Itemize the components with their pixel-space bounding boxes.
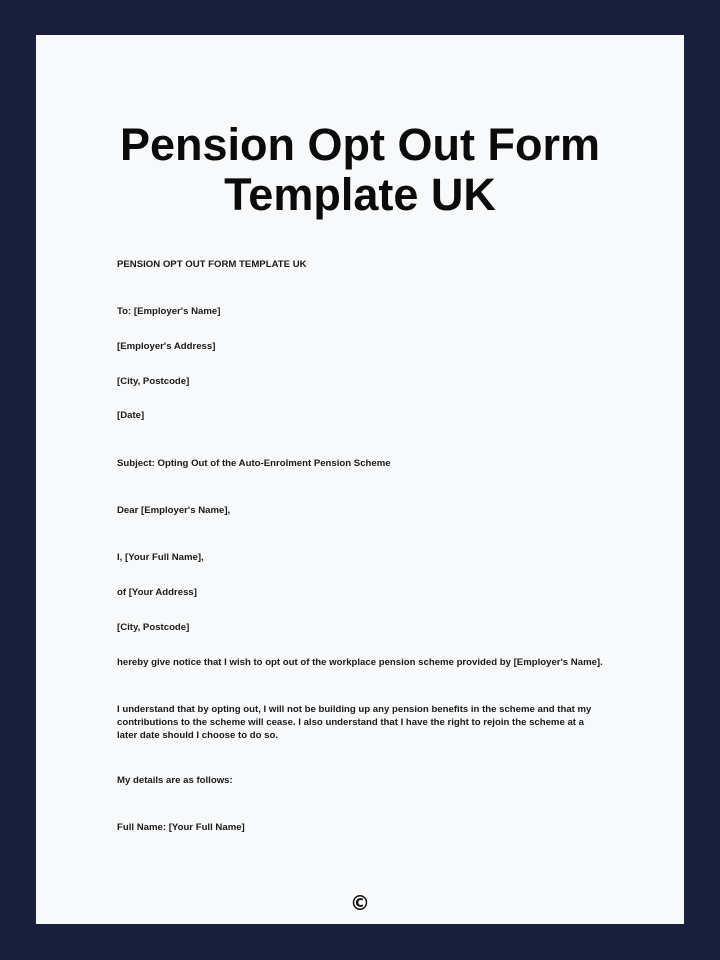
full-name-intro-line: I, [Your Full Name], [117, 552, 204, 563]
city-postcode-line: [City, Postcode] [117, 376, 190, 387]
document-title-line-1: Pension Opt Out Form [120, 119, 600, 170]
form-heading: PENSION OPT OUT FORM TEMPLATE UK [117, 259, 307, 270]
city-postcode-line-2: [City, Postcode] [117, 622, 190, 633]
address-line: of [Your Address] [117, 587, 197, 598]
full-name-field-line: Full Name: [Your Full Name] [117, 822, 245, 833]
copyright-icon: © [350, 891, 370, 915]
details-intro-line: My details are as follows: [117, 775, 233, 786]
to-line: To: [Employer's Name] [117, 306, 221, 317]
employer-address-line: [Employer's Address] [117, 341, 216, 352]
document-title [0, 120, 720, 220]
salutation-line: Dear [Employer's Name], [117, 505, 231, 516]
document-title-line-2: Template UK [224, 169, 496, 220]
date-line: [Date] [117, 410, 145, 421]
subject-line: Subject: Opting Out of the Auto-Enrolment Pension Scheme [117, 458, 391, 469]
notice-paragraph: hereby give notice that I wish to opt out of the workplace pension scheme provided by [Employer's Name]. [117, 657, 603, 668]
understanding-paragraph: I understand that by opting out, I will not be building up any pension benefits in the scheme and that my contributions to the scheme will cease. I also understand that I have the right to rejoin the scheme at a later date should I choose to do so. [117, 704, 592, 741]
